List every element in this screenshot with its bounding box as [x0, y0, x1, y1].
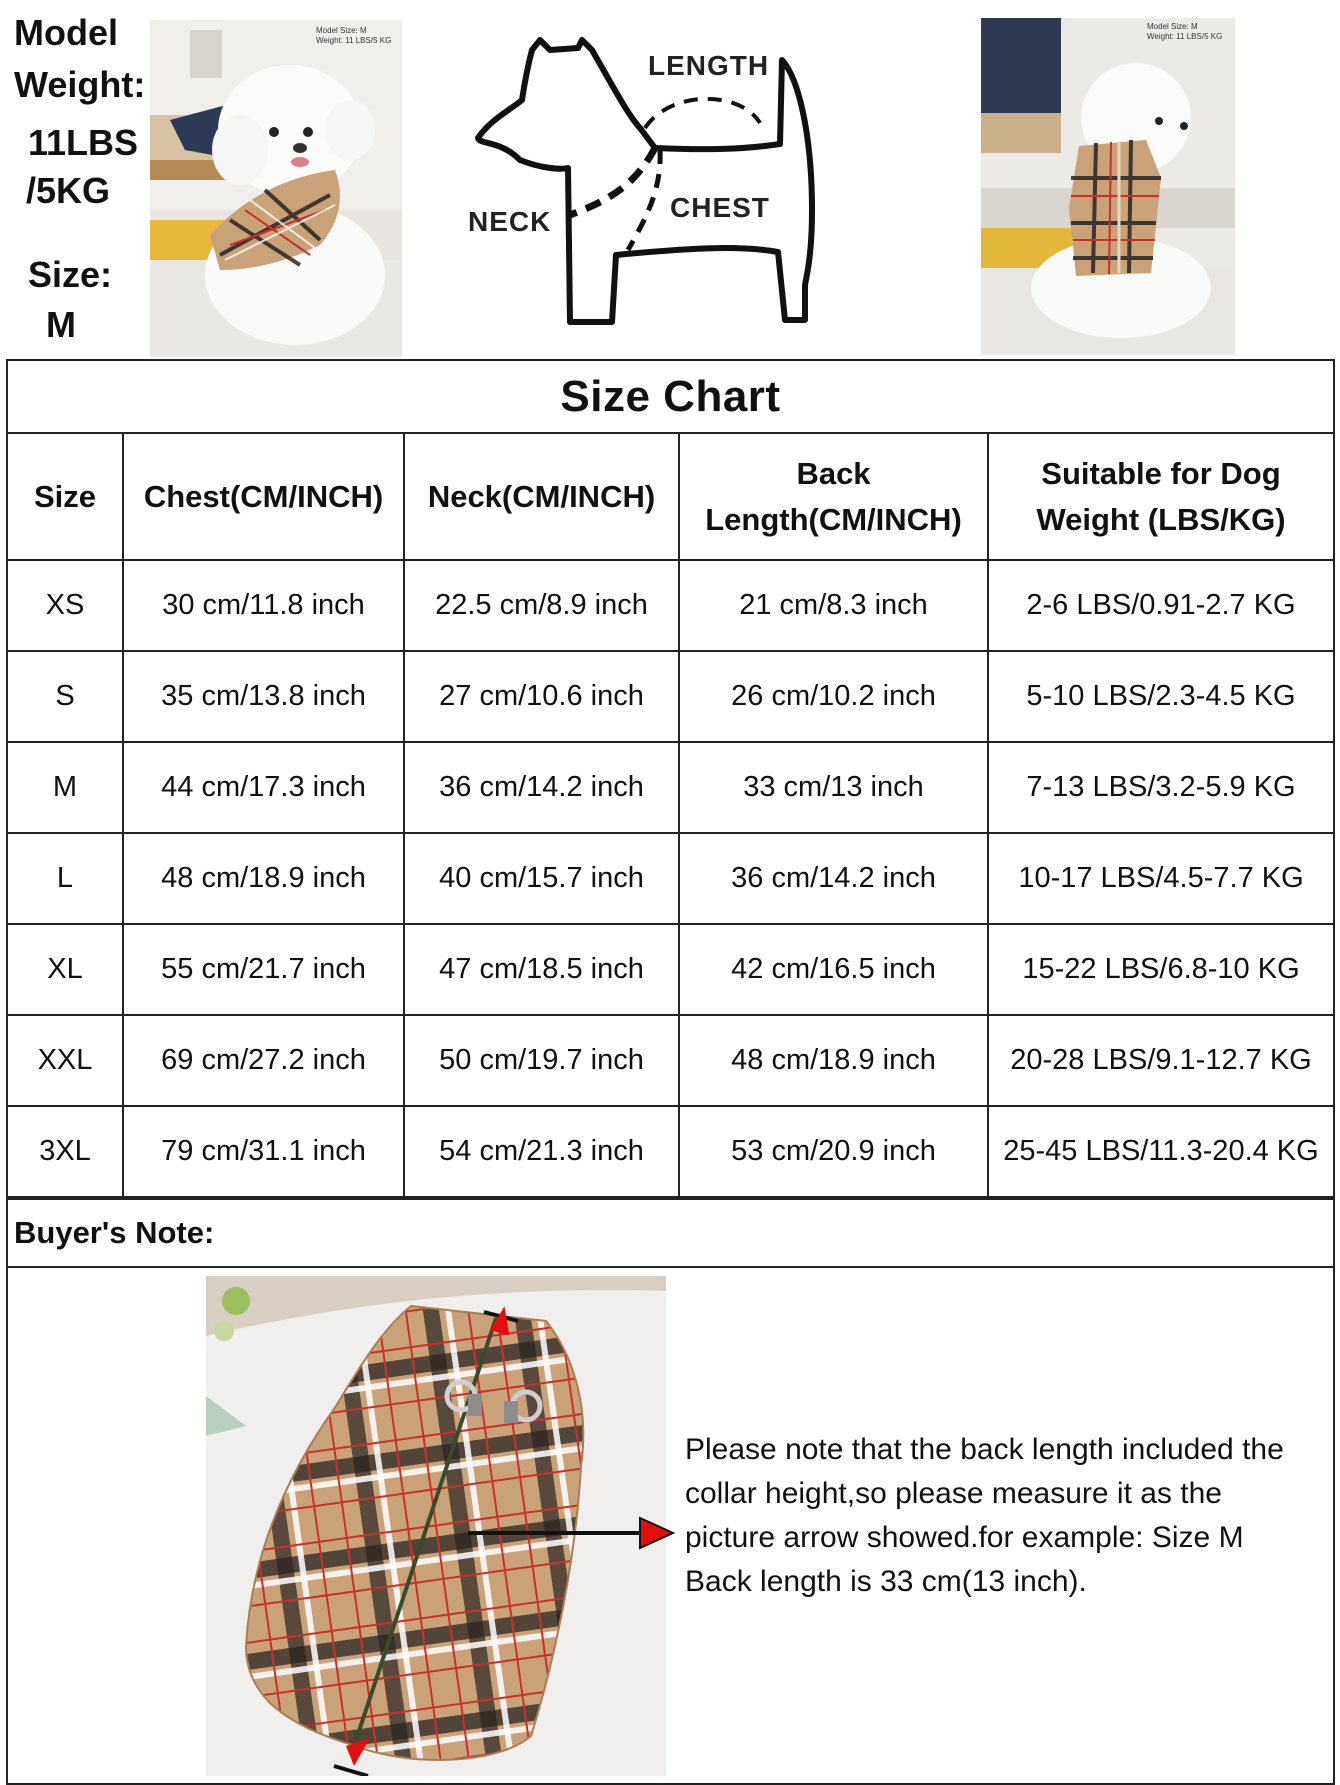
chest-label: CHEST — [670, 192, 770, 223]
cell-dog-weight: 10-17 LBS/4.5-7.7 KG — [988, 833, 1333, 924]
buyers-note-text: Please note that the back length included the collar height,so please measure it as the picture arrow showed.for example: Size M Back length is 33 cm(13 inch). — [685, 1433, 1284, 1598]
header-chest: Chest(CM/INCH) — [123, 434, 404, 560]
header-back-length: Back Length(CM/INCH) — [679, 434, 988, 560]
dog-photo-illustration — [981, 18, 1235, 355]
table-row — [8, 1106, 1333, 1197]
cell-dog-weight: 5-10 LBS/2.3-4.5 KG — [988, 651, 1333, 742]
cell-size: XS — [8, 560, 123, 651]
cell-size: XL — [8, 924, 123, 1015]
size-chart-title: Size Chart — [8, 361, 1333, 434]
table-header-row — [8, 434, 1333, 560]
cell-neck: 27 cm/10.6 inch — [404, 651, 679, 742]
cell-chest: 48 cm/18.9 inch — [123, 833, 404, 924]
cell-size: 3XL — [8, 1106, 123, 1197]
model-dog-photo-front — [150, 20, 402, 357]
arrow-right-icon — [468, 1513, 678, 1553]
buyers-note-label: Buyer's Note: — [8, 1198, 1333, 1268]
cell-chest: 69 cm/27.2 inch — [123, 1015, 404, 1106]
table-row — [8, 651, 1333, 742]
cell-chest: 44 cm/17.3 inch — [123, 742, 404, 833]
model-dog-photo-side — [981, 18, 1235, 355]
cell-neck: 40 cm/15.7 inch — [404, 833, 679, 924]
header-size: Size — [8, 434, 123, 560]
cell-chest: 35 cm/13.8 inch — [123, 651, 404, 742]
cell-back-length: 21 cm/8.3 inch — [679, 560, 988, 651]
length-label: LENGTH — [648, 50, 770, 81]
cell-chest: 30 cm/11.8 inch — [123, 560, 404, 651]
dog-photo-illustration — [150, 20, 402, 357]
cell-neck: 22.5 cm/8.9 inch — [404, 560, 679, 651]
measurement-diagram — [440, 20, 860, 340]
table-row — [8, 924, 1333, 1015]
photo-caption: Model Size: M Weight: 11 LBS/5 KG — [316, 26, 392, 45]
cell-back-length: 26 cm/10.2 inch — [679, 651, 988, 742]
neck-label: NECK — [468, 206, 552, 237]
table-row — [8, 833, 1333, 924]
cell-size: XXL — [8, 1015, 123, 1106]
table-row — [8, 1015, 1333, 1106]
cell-back-length: 42 cm/16.5 inch — [679, 924, 988, 1015]
cell-dog-weight: 2-6 LBS/0.91-2.7 KG — [988, 560, 1333, 651]
cell-dog-weight: 25-45 LBS/11.3-20.4 KG — [988, 1106, 1333, 1197]
cell-dog-weight: 15-22 LBS/6.8-10 KG — [988, 924, 1333, 1015]
size-table — [8, 434, 1333, 1198]
table-row — [8, 742, 1333, 833]
cell-back-length: 53 cm/20.9 inch — [679, 1106, 988, 1197]
cell-back-length: 48 cm/18.9 inch — [679, 1015, 988, 1106]
buyers-note-body — [8, 1268, 1333, 1783]
cell-size: S — [8, 651, 123, 742]
cell-chest: 55 cm/21.7 inch — [123, 924, 404, 1015]
cell-back-length: 33 cm/13 inch — [679, 742, 988, 833]
table-row — [8, 560, 1333, 651]
weight-label: Weight: — [14, 64, 146, 105]
size-chart — [6, 359, 1335, 1785]
cell-chest: 79 cm/31.1 inch — [123, 1106, 404, 1197]
cell-neck: 36 cm/14.2 inch — [404, 742, 679, 833]
cell-dog-weight: 20-28 LBS/9.1-12.7 KG — [988, 1015, 1333, 1106]
cell-size: L — [8, 833, 123, 924]
cell-neck: 47 cm/18.5 inch — [404, 924, 679, 1015]
photo-caption: Model Size: M Weight: 11 LBS/5 KG — [1147, 22, 1223, 41]
weight-lbs-value: 11LBS — [28, 122, 139, 163]
cell-neck: 50 cm/19.7 inch — [404, 1015, 679, 1106]
cell-size: M — [8, 742, 123, 833]
cell-neck: 54 cm/21.3 inch — [404, 1106, 679, 1197]
header-neck: Neck(CM/INCH) — [404, 434, 679, 560]
size-label: Size: — [28, 254, 113, 295]
size-value: M — [46, 304, 76, 345]
weight-kg-value: /5KG — [26, 170, 111, 211]
cell-back-length: 36 cm/14.2 inch — [679, 833, 988, 924]
model-label: Model — [14, 12, 118, 53]
header-dog-weight: Suitable for Dog Weight (LBS/KG) — [988, 434, 1333, 560]
cell-dog-weight: 7-13 LBS/3.2-5.9 KG — [988, 742, 1333, 833]
